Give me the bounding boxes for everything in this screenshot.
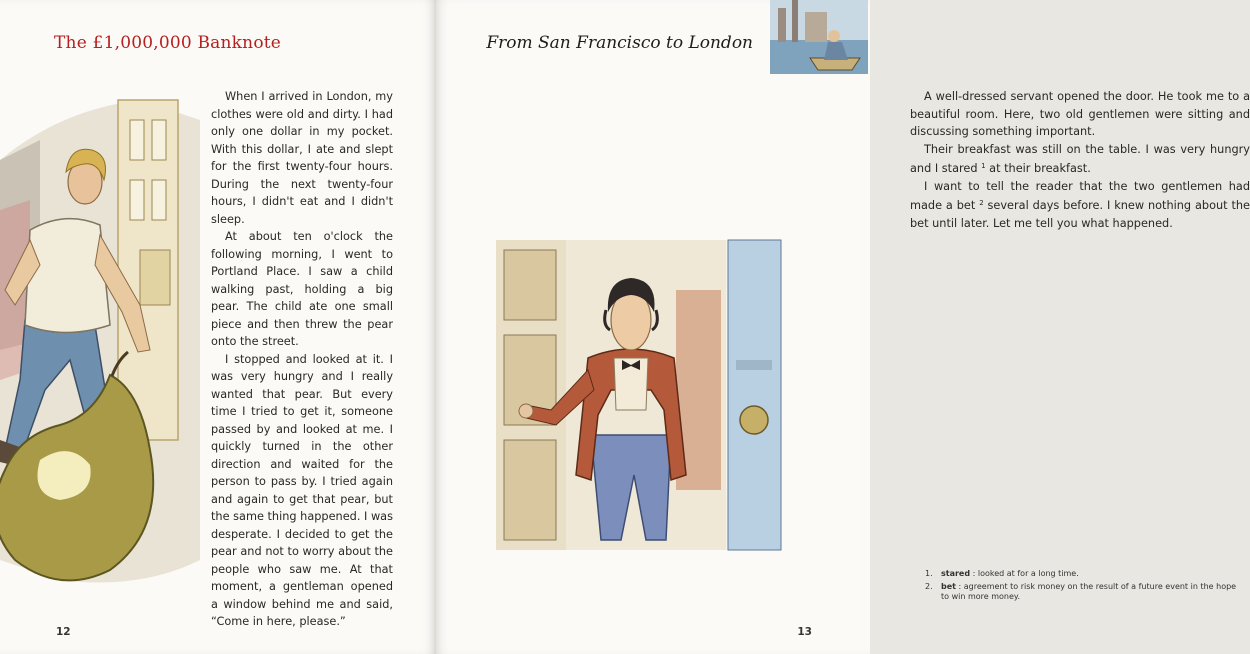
man-shirt [25,219,110,333]
door-knob [740,406,768,434]
left-body-text [211,88,393,631]
paragraph: I want to tell the reader that the two gentlemen had made a bet $^2$ several days before. I knew nothing about the bet until later. Let me tell you what happened. [910,179,1250,230]
right-page [436,0,1250,654]
paragraph: A well-dressed servant opened the door. He took me to a beautiful room. Here, two old gentlemen were sitting and discussing something important. [910,90,1250,138]
left-page [0,0,436,654]
footnotes [925,569,1245,605]
page-number-right: 13 [797,626,812,638]
footnote-2: 2. bet : agreement to risk money on the result of a future event in the hope to win more money. [925,582,1237,601]
right-body-text [910,88,1250,232]
left-running-title: The £1,000,000 Banknote [54,33,282,53]
page-number-left: 12 [56,626,71,638]
paragraph: When I arrived in London, my clothes were old and dirty. I had only one dollar in my pocket. With this dollar, I ate and slept for the first twenty-four hours. During the next twenty-four hours, I didn't eat and I didn't sleep. [211,90,393,226]
paragraph: I stopped and looked at it. I was very hungry and I really wanted that pear. But every time I tried to get it, someone passed by and looked at me. I quickly turned in the other direction and waited for the person to pass by. I tried again and again to get that pear, but the same thing happened. I was desperate. I decided to get the pear and not to worry about the people who saw me. At that moment, a gentleman opened a window behind me and said, “Come in here, please.” [211,352,393,628]
footnote-1: 1. stared : looked at for a long time. [925,569,1079,578]
illustration-servant-at-door [496,240,781,550]
illustration-man-and-pear [0,90,205,590]
paragraph: Their breakfast was still on the table. I was very hungry and I stared $^1$ at their breakfast. [910,142,1250,175]
footnote-ref-1: 1 [981,162,986,170]
illustration-harbour-corner [770,0,868,74]
right-running-title: From San Francisco to London [486,33,753,53]
paragraph: At about ten o'clock the following morning, I went to Portland Place. I saw a child walking past, holding a big pear. The child ate one small piece and then threw the pear onto the street. [211,230,393,348]
footnote-ref-2: 2 [979,199,984,207]
blue-door [728,240,781,550]
